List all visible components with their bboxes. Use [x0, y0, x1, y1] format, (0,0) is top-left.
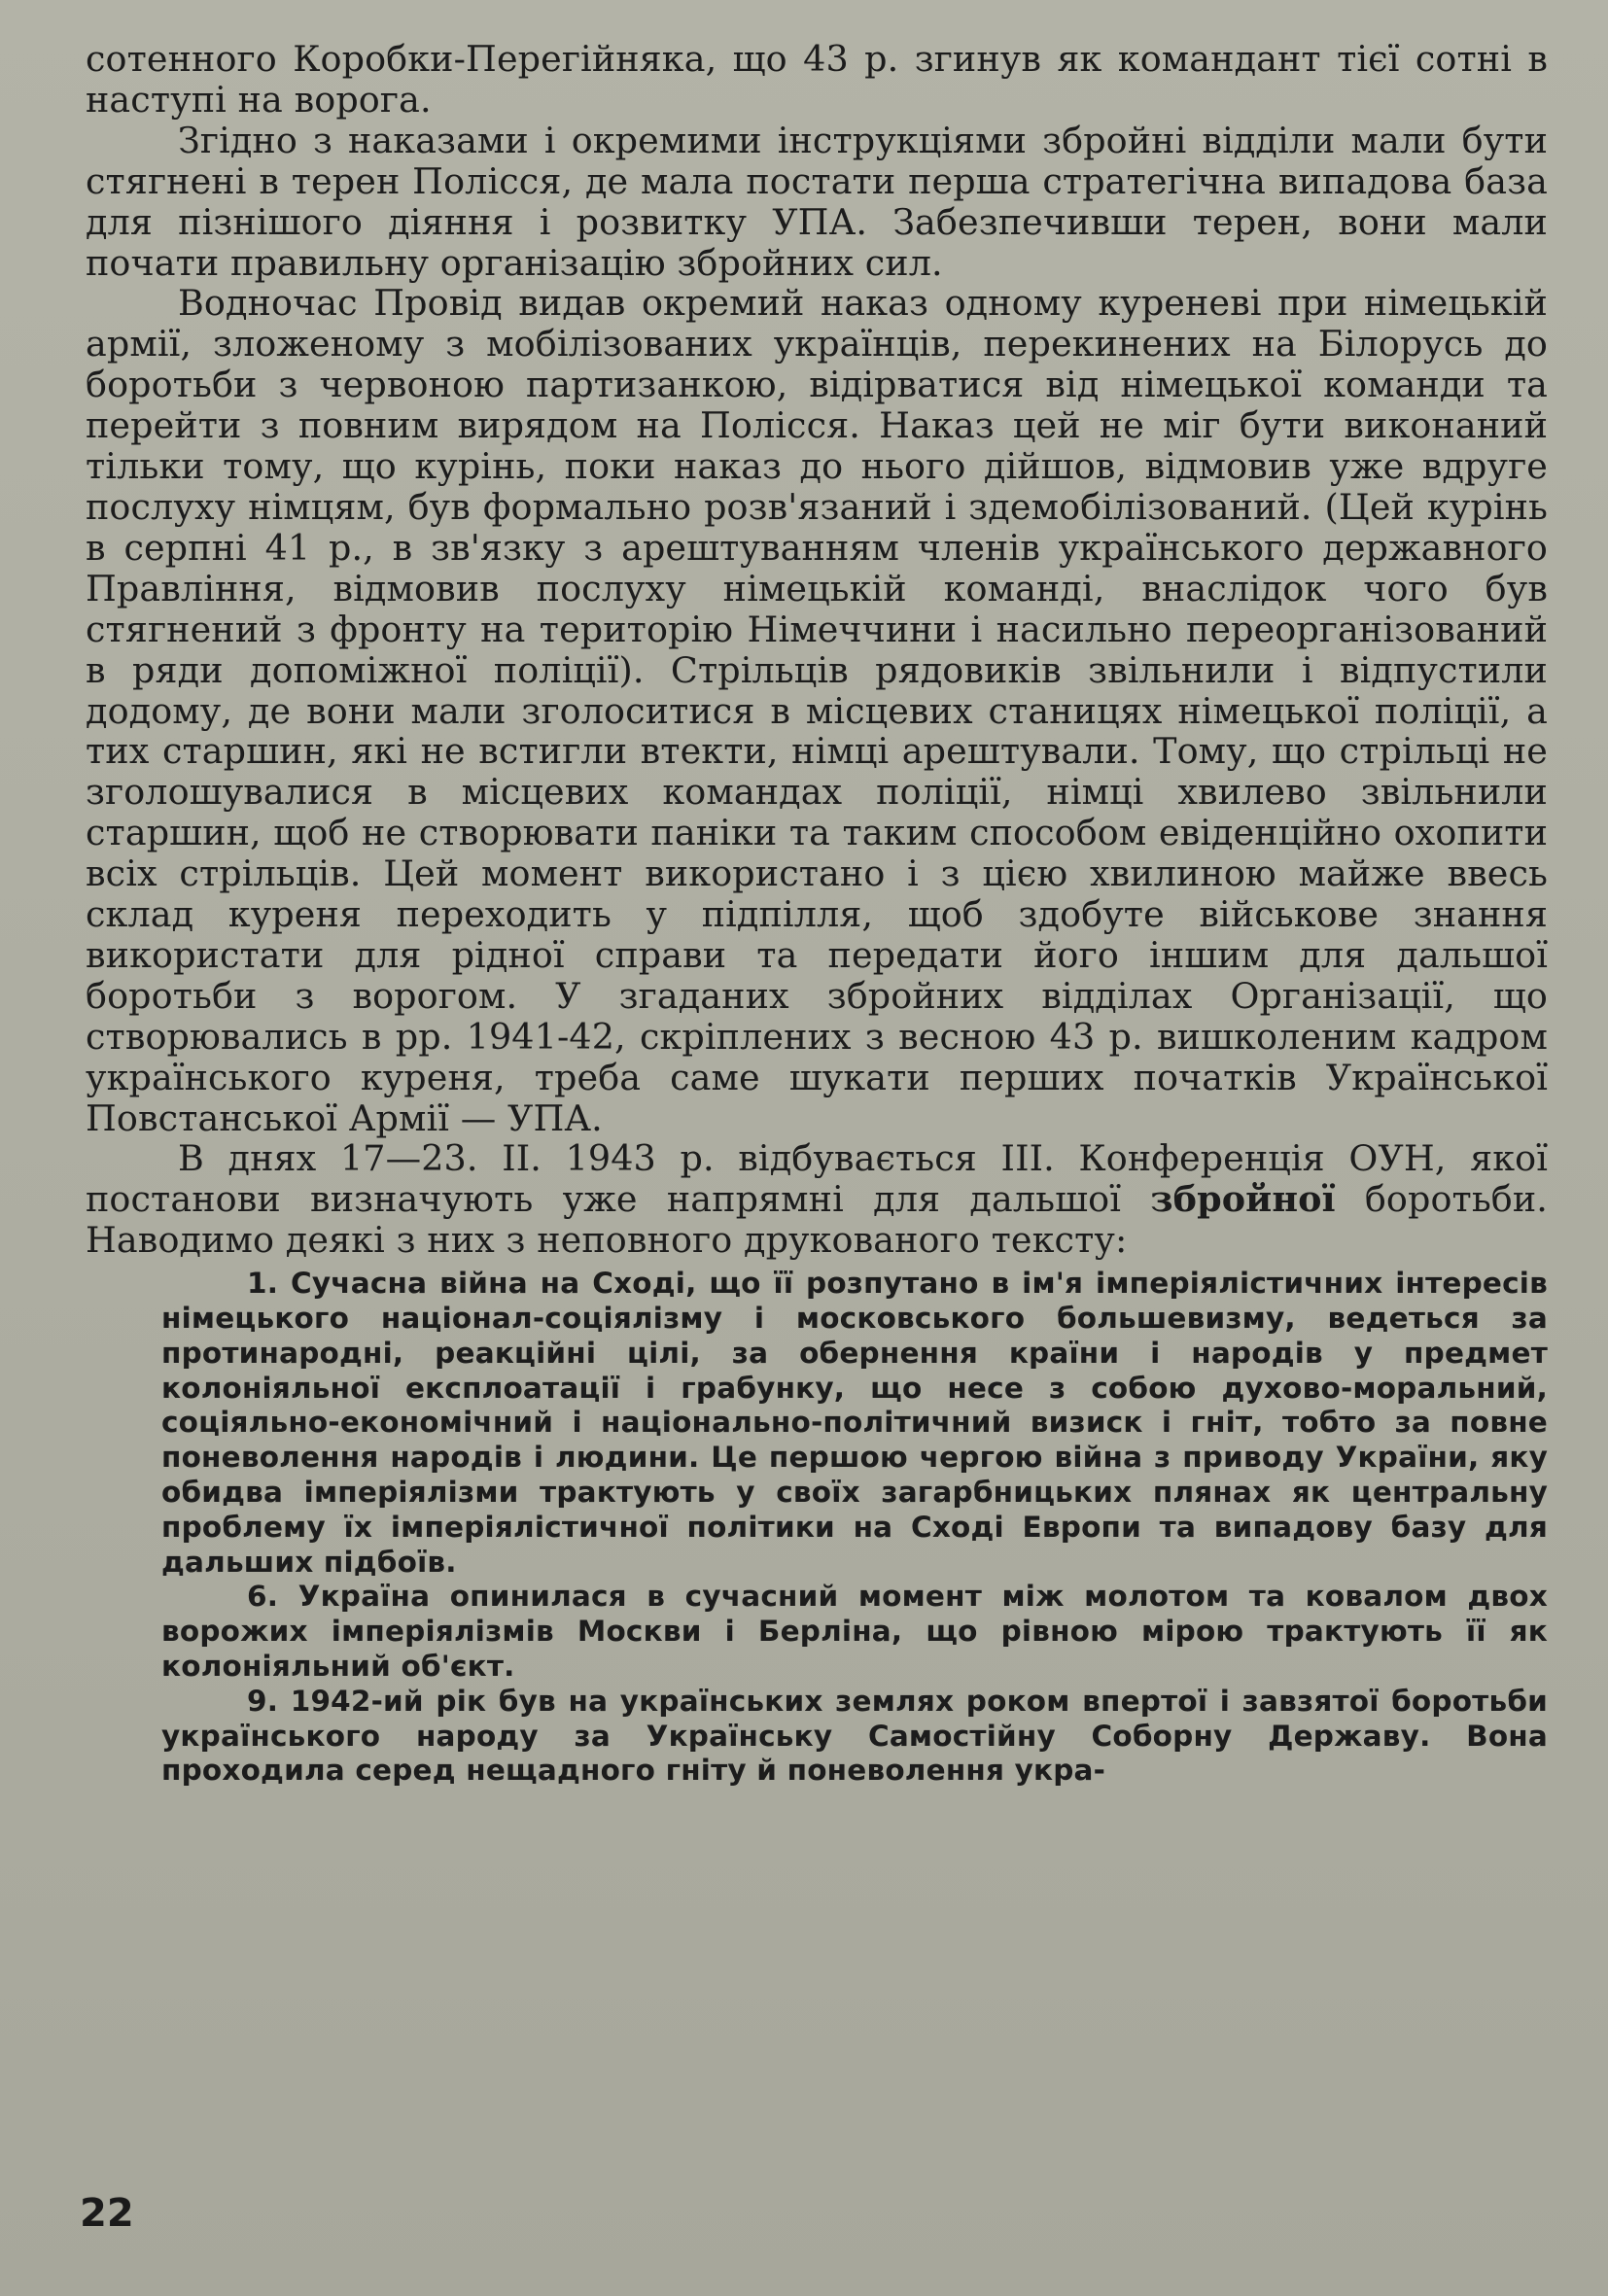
resolution-point-1: 1. Сучасна війна на Сході, що її розпутано в ім'я імперіялістичних інтересів німецького націонал-соціялізму і московського большевизму, ведеться за протинародні, реакційні цілі, за обернення країни і народів у предмет колоніяльної експлоатації і грабунку, що несе з собою духово-моральний, соціяльно-економічний і національно-політичний визиск і гніт, тобто за повне поневолення народів і людини. Це першою чергою війна з приводу України, яку обидва імперіялізми трактують у своїх загарбницьких плянах як центральну проблему їх імперіялістичної політики на Сході Европи та випадову базу для дальших підбоїв. [161, 1267, 1548, 1579]
conference-text-after: боротьби. Наводимо деякі з них з неповного друкованого тексту: [86, 1178, 1548, 1262]
paragraph-conference [86, 1138, 1548, 1261]
page-number: 22 [80, 2191, 134, 2236]
main-text [86, 39, 1548, 1261]
resolution-point-9: 9. 1942-ий рік був на українських землях роком впертої і завзятої боротьби українського народу за Українську Самостійну Соборну Державу. Вона проходила серед нещадного гніту й поневолення укра- [161, 1684, 1548, 1788]
paragraph-instructions: Згідно з наказами і окремими інструкціями збройні відділи мали бути стягнені в терен Полісся, де мала постати перша стратегічна випадова база для пізнішого діяння і розвитку УПА. Забезпечивши терен, вони мали почати правильну організацію збройних сил. [86, 119, 1548, 284]
conference-bold-word: збройної [1150, 1178, 1336, 1221]
resolution-point-6: 6. Україна опинилася в сучасний момент між молотом та ковалом двох ворожих імперіялізмів Москви і Берліна, що рівною мірою трактують її як колоніяльний об'єкт. [161, 1580, 1548, 1683]
paragraph-continuation: сотенного Коробки-Перегійняка, що 43 р. згинув як командант тієї сотні в наступі на ворога. [86, 38, 1548, 121]
quoted-resolutions [86, 1267, 1548, 1789]
paragraph-battalion-order: Водночас Провід видав окремий наказ одному куреневі при німецькій армії, зложеному з мобілізованих українців, перекинених на Білорусь до боротьби з червоною партизанкою, відірватися від німецької команди та перейти з повним вирядом на Полісся. Наказ цей не міг бути виконаний тільки тому, що курінь, поки наказ до нього дійшов, відмовив уже вдруге послуху німцям, був формально розв'язаний і здемобілізований. (Цей курінь в серпні 41 р., в зв'язку з арештуванням членів українського державного Правління, відмовив послуху німецькій команді, внаслідок чого був стягнений з фронту на територію Німеччини і насильно переорганізований в ряди допоміжної поліції). Стрільців рядовиків звільнили і відпустили додому, де вони мали зголоситися в місцевих станицях німецької поліції, а тих старшин, які не встигли втекти, німці арештували. Тому, що стрільці не зголошувалися в місцевих командах поліції, німці хвилево звільнили старшин, щоб не створювати паніки та таким способом евіденційно охопити всіх стрільців. Цей момент використано і з цією хвилиною майже ввесь склад куреня переходить у підпілля, щоб здобуте військове знання використати для рідної справи та передати його іншим для дальшої боротьби з ворогом. У згаданих збройних відділах Організації, що створювались в рр. 1941-42, скріплених з весною 43 р. вишколеним кадром українського куреня, треба саме шукати перших початків Української Повстанської Армії — УПА. [86, 282, 1548, 1139]
conference-text-before: В днях 17—23. II. 1943 р. відбувається III. Конференція ОУН, якої постанови визначують уже напрямні для дальшої [86, 1137, 1548, 1221]
